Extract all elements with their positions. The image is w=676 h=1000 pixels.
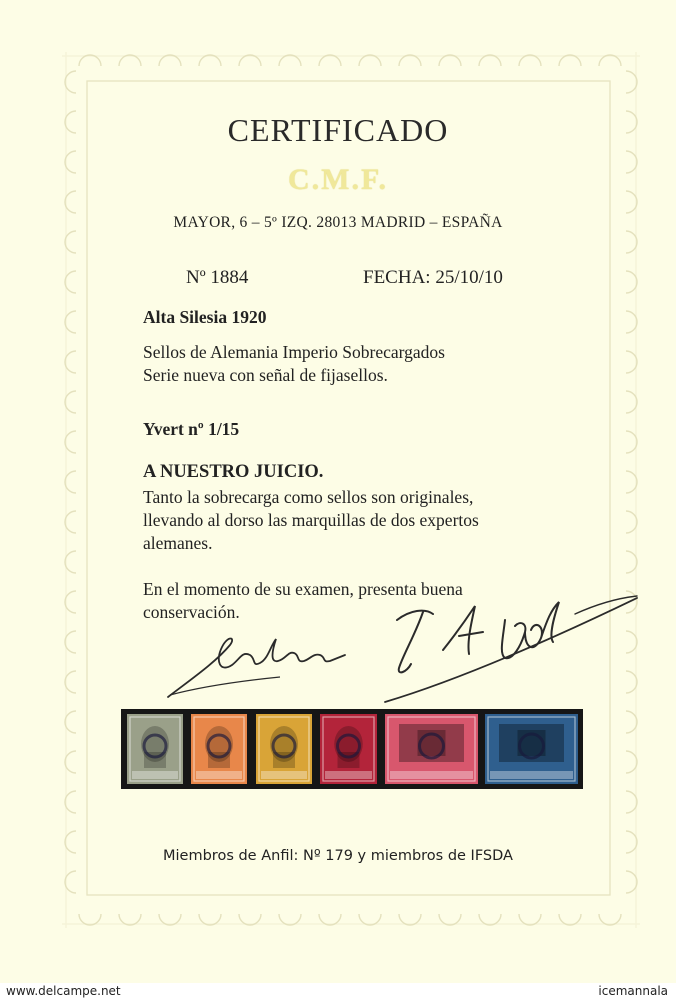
- germania-stamp-carmine: [320, 714, 377, 784]
- website-label: www.delcampe.net: [6, 984, 121, 998]
- germania-stamp-gray: [127, 714, 183, 784]
- signature-left: [160, 625, 360, 705]
- catalog-reference: Yvert nº 1/15: [143, 419, 240, 439]
- membership-line: Miembros de Anfil: Nº 179 y miembros de IFSDA: [163, 848, 513, 864]
- signature-right: [375, 580, 645, 705]
- subject-heading: Alta Silesia 1920: [143, 307, 267, 327]
- certificate-title: CERTIFICADO: [227, 112, 449, 148]
- reichspost-stamp-blue: [485, 714, 578, 784]
- description-line-1: Sellos de Alemania Imperio Sobrecargados: [143, 342, 445, 362]
- description-line-2: Serie nueva con señal de fijasellos.: [143, 365, 388, 385]
- opinion-line-1: Tanto la sobrecarga como sellos son originales,: [143, 487, 474, 507]
- condition-line-1: En el momento de su examen, presenta buena: [143, 579, 463, 599]
- reichspost-stamp-rose: [385, 714, 478, 784]
- germania-stamp-orange: [191, 714, 247, 784]
- condition-line-2: conservación.: [143, 602, 240, 622]
- organization-name: C.M.F.: [287, 163, 389, 196]
- certificate-date: FECHA: 25/10/10: [363, 267, 503, 288]
- opinion-heading: A NUESTRO JUICIO.: [143, 462, 324, 482]
- organization-address: MAYOR, 6 – 5º IZQ. 28013 MADRID – ESPAÑA: [173, 214, 503, 231]
- opinion-line-3: alemanes.: [143, 533, 213, 553]
- certificate-number: Nº 1884: [186, 267, 249, 288]
- opinion-line-2: llevando al dorso las marquillas de dos expertos: [143, 510, 479, 530]
- watermark-bar: [0, 983, 676, 1000]
- germania-stamp-yellow-green: [256, 714, 312, 784]
- seller-label: icemannala: [598, 984, 668, 998]
- stamp-strip: [121, 709, 583, 789]
